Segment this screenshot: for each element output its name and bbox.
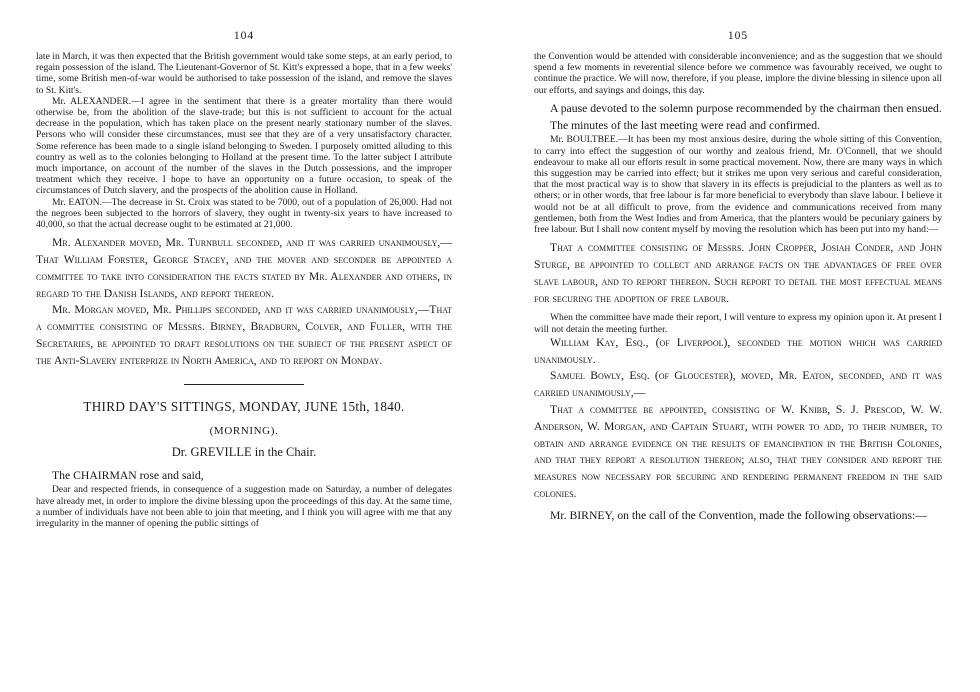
- paragraph: Mr. BIRNEY, on the call of the Convention, made the following observations:—: [550, 508, 927, 522]
- paragraph: Mr. BOULTBEE.—It has been my most anxious desire, during the whole sitting of this Convention, to carry into effect the suggestion of our worthy and zealous friend, Mr. O'Connell, that we should endeavour to make all our efforts result in some practical movement. Now, there are many ways in which this suggestion may be carried into effect; but it strikes me upon very serious and careful consideration, that the most practical way is to show that slavery in its effects is prejudicial to the planters as well as to others; or in other words, that free labour is far more beneficial to everybody than slave labour. I believe it would not be at all difficult to prove, from the evidence and communications received from many gentlemen, both from the West Indies and from America, that the planters would be pecuniary gainers by free labour. But I shall now content myself by moving the resolution which has been put into my hand:—: [534, 134, 942, 236]
- paragraph: That a committee consisting of Messrs. John Cropper, Josiah Conder, and John Sturge, be appointed to collect and arrange facts on the advantages of free over slave labour, and to report thereon. Such report to detail the most effectual means for securing the adoption of free labour.: [534, 241, 942, 305]
- section-divider: [184, 384, 304, 385]
- paragraph: Samuel Bowly, Esq. (of Gloucester), moved, Mr. Eaton, seconded, and it was carried unanimously,—: [534, 369, 942, 400]
- right-page: [490, 0, 980, 692]
- paragraph: William Kay, Esq., (of Liverpool), seconded the motion which was carried unanimously.: [534, 335, 942, 366]
- paragraph: The minutes of the last meeting were read and confirmed.: [550, 118, 821, 132]
- paragraph: A pause devoted to the solemn purpose recommended by the chairman then ensued.: [550, 101, 942, 115]
- paragraph: Mr. EATON.—The decrease in St. Croix was stated to be 7000, out of a population of 26,000. Had not the negroes been subjected to the horrors of slavery, they ought in twenty-six years to have increased to 40,000, so that the actual decrease ought to be estimated at 21,000.: [36, 196, 452, 231]
- section-heading: THIRD DAY'S SITTINGS, MONDAY, JUNE 15th, 1840.: [83, 398, 405, 414]
- paragraph: late in March, it was then expected that the British government would take some steps, at an early period, to regain possession of the island. The Lieutenant-Governor of St. Kitt's expressed a hope, that in a few weeks' time, some British men-of-war would be authorised to take possession of the island, and remove the slaves to St. Kitt's.: [36, 51, 452, 96]
- page-number: 104: [233, 30, 255, 42]
- paragraph: the Convention would be attended with considerable inconvenience; and as the suggestion that we should spend a few moments in reverential silence before we commence was favourably received, we ought to continue the practice. We will now, therefore, if you please, implore the divine blessing in silence upon all our efforts, and sayings and doings, this day.: [534, 51, 942, 96]
- paragraph: Mr. ALEXANDER.—I agree in the sentiment that there is a greater mortality than there would otherwise be, from the abolition of the slave-trade; but this is not sufficient to account for the actual decrease in the population, which has taken place on the present nearly stationary number of the slaves. Persons who will consider these circumstances, must see that they are of a very unsatisfactory character. Some reference has been made to a single island belonging to Sweden. I purposely omitted alluding to this country as well as to the colonies belonging to Holland at the present time. To the latter subject I attribute much importance, on account of the number of the slaves in the Dutch possessions, and the improper treatment which they receive. I hope to have an opportunity on a future occasion, to speak of the circumstances of Dutch slavery, and the prospects of the abolition cause in Holland.: [36, 95, 452, 197]
- chair-line: Dr. GREVILLE in the Chair.: [171, 444, 317, 459]
- paragraph: When the committee have made their report, I will venture to express my opinion upon it. At present I will not detain the meeting further.: [534, 312, 942, 335]
- page-number: 105: [727, 30, 749, 42]
- paragraph: Mr. Morgan moved, Mr. Phillips seconded, and it was carried unanimously,—That a committee consisting of Messrs. Birney, Bradburn, Colver, and Fuller, with the Secretaries, be appointed to draft resolutions on the subject of the present aspect of the Anti-Slavery enterprize in North America, and to report on Monday.: [36, 303, 452, 367]
- section-subheading: (MORNING).: [209, 424, 279, 437]
- paragraph: That a committee be appointed, consisting of W. Knibb, S. J. Prescod, W. W. Anderson, W. Morgan, and Captain Stuart, with power to add, to their number, to obtain and arrange evidence on the results of emancipation in the British Colonies, and that they report a resolution thereon; also, that they consider and report the measures now necessary for securing and rendering permanent freedom in the said colonies.: [534, 403, 942, 500]
- paragraph: Mr. Alexander moved, Mr. Turnbull seconded, and it was carried unanimously,—That William Forster, George Stacey, and the mover and seconder be appointed a committee to take into consideration the facts stated by Mr. Alexander and others, in regard to the Danish Islands, and report thereon.: [36, 236, 452, 300]
- paragraph: The CHAIRMAN rose and said,: [52, 468, 204, 482]
- paragraph: Dear and respected friends, in consequence of a suggestion made on Saturday, a number of delegates have already met, in order to implore the divine blessing upon the proceedings of this day. At the same time, a number of individuals have not been able to join that meeting, and I think you will agree with me that any irregularity in the manner of opening the public sittings of: [36, 484, 452, 530]
